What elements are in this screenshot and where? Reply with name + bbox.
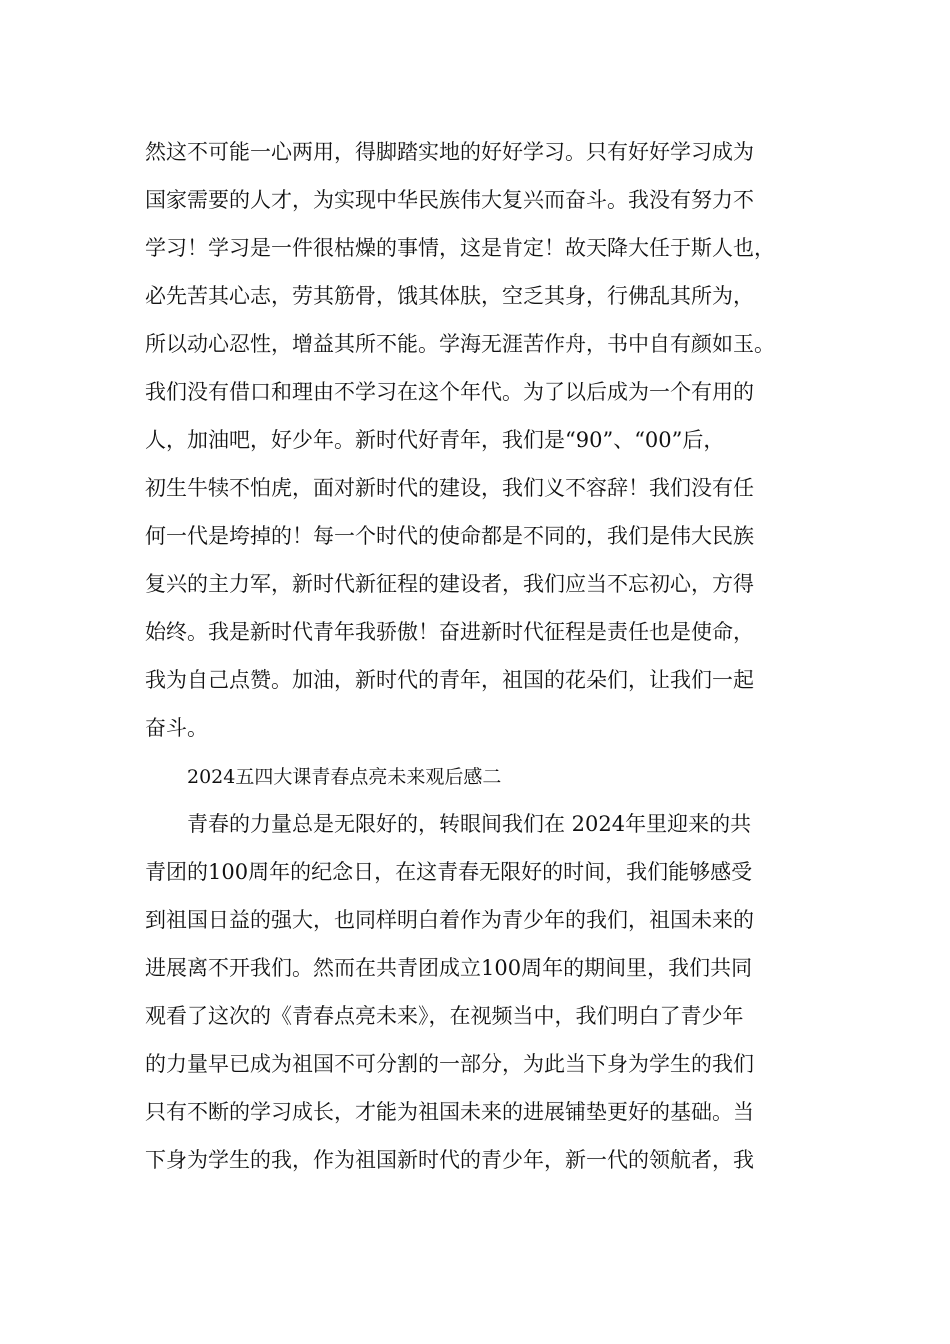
body-text-line: 所以动心忍性，增益其所不能。学海无涯苦作舟，书中自有颜如玉。 (145, 332, 775, 356)
body-text-line: 初生牛犊不怕虎，面对新时代的建设，我们义不容辞！我们没有任 (145, 476, 754, 500)
body-text-line: 观看了这次的《青春点亮未来》，在视频当中，我们明白了青少年 (145, 1004, 744, 1028)
body-text-line: 青春的力量总是无限好的，转眼间我们在 2024年里迎来的共 (187, 812, 752, 836)
body-text-line: 必先苦其心志，劳其筋骨，饿其体肤，空乏其身，行佛乱其所为， (145, 284, 754, 308)
body-text-line: 人，加油吧，好少年。新时代好青年，我们是“90”、“00”后， (145, 428, 725, 452)
body-text-line: 只有不断的学习成长，才能为祖国未来的进展铺垫更好的基础。当 (145, 1100, 754, 1124)
body-text-line: 奋斗。 (145, 716, 208, 740)
body-text-line: 我为自己点赞。加油，新时代的青年，祖国的花朵们，让我们一起 (145, 668, 754, 692)
body-text-line: 国家需要的人才，为实现中华民族伟大复兴而奋斗。我没有努力不 (145, 188, 754, 212)
body-text-line: 学习！学习是一件很枯燥的事情，这是肯定！故天降大任于斯人也， (145, 236, 775, 260)
section-heading: 2024五四大课青春点亮未来观后感二 (187, 766, 502, 788)
body-text-line: 何一代是垮掉的！每一个时代的使命都是不同的，我们是伟大民族 (145, 524, 754, 548)
body-text-line: 青团的100周年的纪念日，在这青春无限好的时间，我们能够感受 (145, 860, 753, 884)
body-text-line: 下身为学生的我，作为祖国新时代的青少年，新一代的领航者，我 (145, 1148, 754, 1172)
body-text-line: 进展离不开我们。然而在共青团成立100周年的期间里，我们共同 (145, 956, 753, 980)
body-text-line: 我们没有借口和理由不学习在这个年代。为了以后成为一个有用的 (145, 380, 754, 404)
body-text-line: 复兴的主力军，新时代新征程的建设者，我们应当不忘初心，方得 (145, 572, 754, 596)
body-text-line: 的力量早已成为祖国不可分割的一部分，为此当下身为学生的我们 (145, 1052, 754, 1076)
body-text-line: 到祖国日益的强大，也同样明白着作为青少年的我们，祖国未来的 (145, 908, 754, 932)
body-text-line: 然这不可能一心两用，得脚踏实地的好好学习。只有好好学习成为 (145, 140, 754, 164)
body-text-line: 始终。我是新时代青年我骄傲！奋进新时代征程是责任也是使命， (145, 620, 754, 644)
